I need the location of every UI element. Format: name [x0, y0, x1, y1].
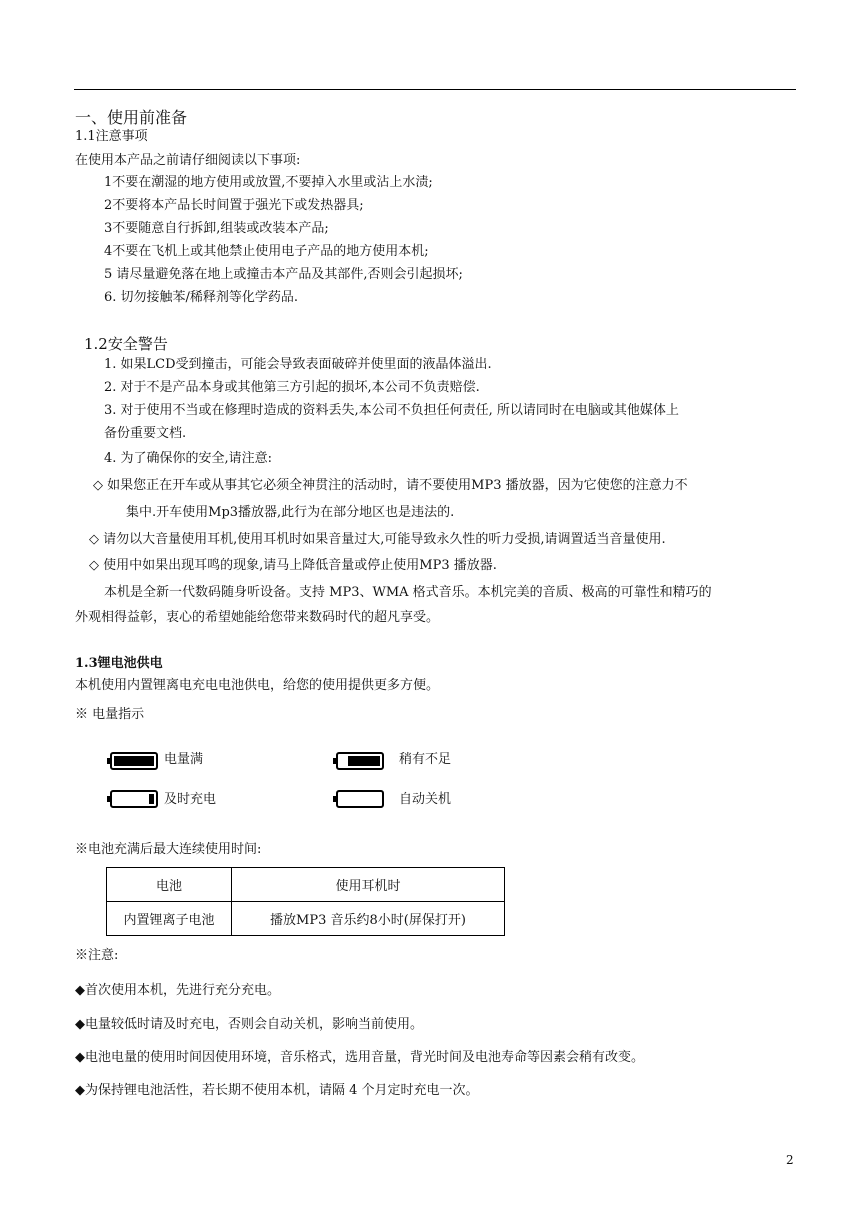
product-intro-line: 本机是全新一代数码随身听设备。支持 MP3、WMA 格式音乐。本机完美的音质、极高的可靠性和精巧的 — [104, 585, 712, 600]
caution-item: 1不要在潮湿的地方使用或放置,不要掉入水里或沾上水渍; — [104, 175, 433, 190]
table-header-row — [107, 868, 505, 902]
warning-item: 2. 对于不是产品本身或其他第三方引起的损坏,本公司不负责赔偿. — [104, 380, 480, 395]
subsection-1-3-title: 1.3锂电池供电 — [75, 656, 163, 671]
notes-title: ※注意: — [75, 948, 119, 963]
page-number: 2 — [786, 1153, 794, 1167]
safety-bullet: ◇ 请勿以大音量使用耳机,使用耳机时如果音量过大,可能导致永久性的听力受损,请调置适当音量使用. — [89, 532, 666, 547]
table-cell: 内置锂离子电池 — [107, 902, 232, 936]
battery-indicator-title: ※ 电量指示 — [75, 707, 145, 722]
safety-bullet-continued: 集中.开车使用Mp3播放器,此行为在部分地区也是违法的. — [126, 505, 455, 520]
note-item: ◆电池电量的使用时间因使用环境，音乐格式，选用音量，背光时间及电池寿命等因素会稍有改变。 — [75, 1050, 644, 1065]
table-header-cell: 使用耳机时 — [232, 868, 505, 902]
note-item: ◆电量较低时请及时充电，否则会自动关机，影响当前使用。 — [75, 1017, 423, 1032]
warning-item: 1. 如果LCD受到撞击，可能会导致表面破碎并使里面的液晶体溢出. — [104, 357, 492, 372]
subsection-1-1-title: 1.1注意事项 — [75, 129, 148, 144]
battery-charge-now-label: 及时充电 — [164, 792, 217, 807]
battery-auto-off-label: 自动关机 — [399, 792, 452, 807]
table-caption: ※电池充满后最大连续使用时间: — [75, 842, 262, 857]
note-item: ◆为保持锂电池活性，若长期不使用本机，请隔 4 个月定时充电一次。 — [75, 1083, 479, 1098]
safety-bullet: ◇ 如果您正在开车或从事其它必须全神贯注的活动时，请不要使用MP3 播放器，因为它使您的注意力不 — [93, 478, 688, 493]
section-title: 一、使用前准备 — [75, 108, 188, 127]
battery-slightly-low-icon — [336, 752, 384, 770]
battery-auto-off-icon — [336, 790, 384, 808]
battery-slightly-low-label: 稍有不足 — [399, 752, 452, 767]
warning-item: 3. 对于使用不当或在修理时造成的资料丢失,本公司不负担任何责任, 所以请同时在电脑或其他媒体上 — [104, 403, 679, 418]
battery-full-label: 电量满 — [164, 752, 204, 767]
battery-charge-now-icon — [110, 790, 158, 808]
warning-item-continued: 备份重要文档. — [104, 426, 187, 441]
battery-full-icon — [110, 752, 158, 770]
header-rule — [74, 89, 796, 90]
battery-life-table — [106, 867, 505, 936]
caution-item: 3不要随意自行拆卸,组装或改装本产品; — [104, 221, 329, 236]
warning-item: 4. 为了确保你的安全,请注意: — [104, 451, 273, 466]
caution-item: 6. 切勿接触苯/稀释剂等化学药品. — [104, 290, 299, 305]
safety-bullet: ◇ 使用中如果出现耳鸣的现象,请马上降低音量或停止使用MP3 播放器. — [89, 558, 497, 573]
caution-item: 5 请尽量避免落在地上或撞击本产品及其部件,否则会引起损坏; — [104, 267, 463, 282]
note-item: ◆首次使用本机，先进行充分充电。 — [75, 983, 280, 998]
caution-item: 2不要将本产品长时间置于强光下或发热器具; — [104, 198, 364, 213]
subsection-1-3-intro: 本机使用内置锂离电充电电池供电，给您的使用提供更多方便。 — [75, 678, 440, 693]
table-row — [107, 902, 505, 936]
product-intro-line: 外观相得益彰，衷心的希望她能给您带来数码时代的超凡享受。 — [75, 610, 440, 625]
subsection-1-2-title: 1.2安全警告 — [84, 335, 168, 353]
caution-item: 4不要在飞机上或其他禁止使用电子产品的地方使用本机; — [104, 244, 429, 259]
table-cell: 播放MP3 音乐约8小时(屏保打开) — [232, 902, 505, 936]
subsection-1-1-intro: 在使用本产品之前请仔细阅读以下事项: — [75, 153, 301, 168]
table-header-cell: 电池 — [107, 868, 232, 902]
